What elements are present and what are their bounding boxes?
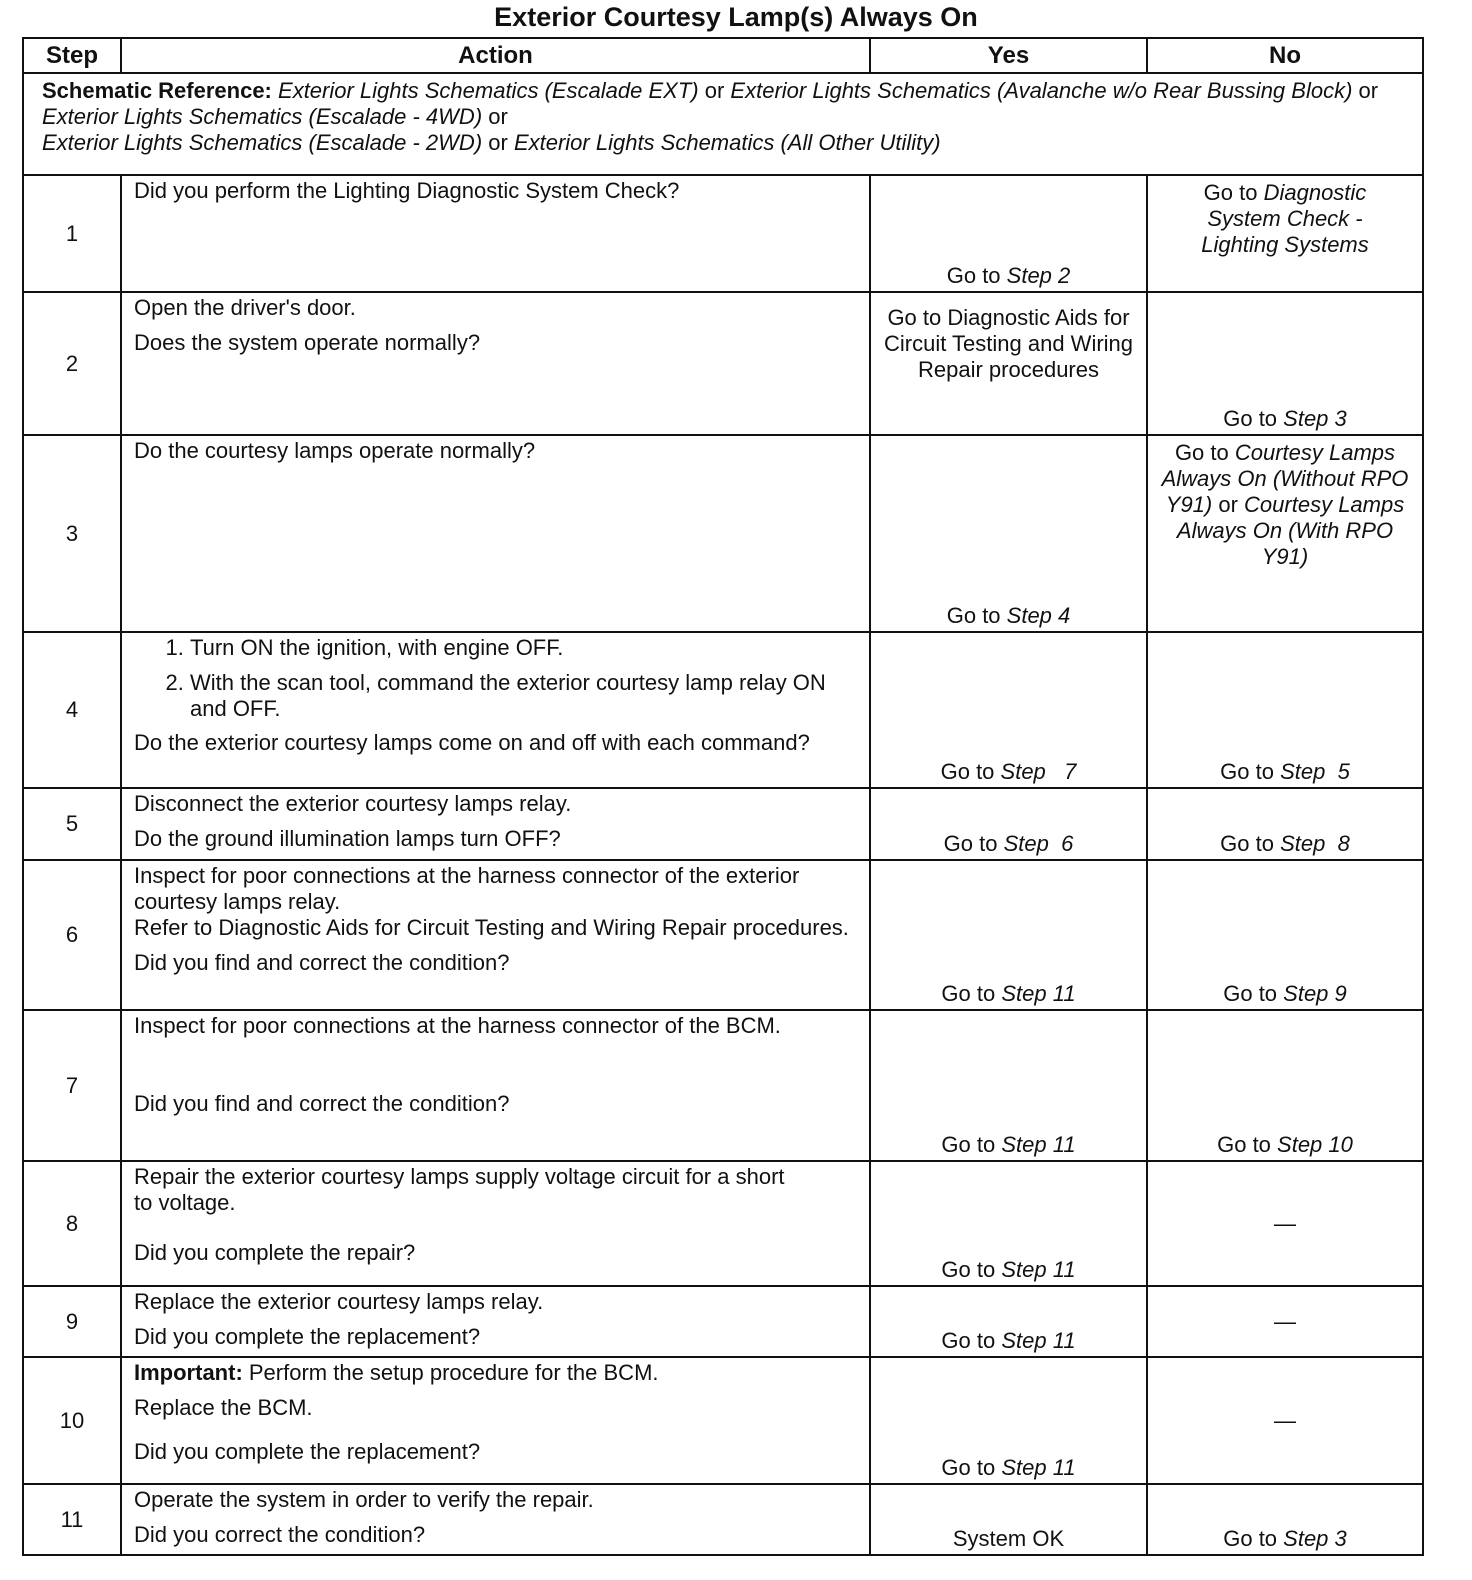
action-cell [121,435,870,632]
yes-cell [870,860,1147,1010]
yes-cell [870,1357,1147,1484]
yes-prefix: Go to [941,1455,1002,1480]
action-cell [121,175,870,292]
table-row [23,1161,1423,1286]
no-link-courtesy-lamps-with-rpo[interactable]: Courtesy Lamps Always On (With RPO Y91) [1176,492,1405,569]
diagnostic-table [22,37,1424,1556]
yes-cell [870,1161,1147,1286]
action-cell [121,1286,870,1357]
yes-prefix: Go to [941,1257,1002,1282]
yes-prefix: Go to [940,759,1001,784]
action-text: Operate the system in order to verify the repair. [134,1487,594,1512]
no-cell [1147,1484,1423,1555]
action-text: Open the driver's door. [134,295,356,320]
no-cell [1147,1010,1423,1161]
table-row [23,632,1423,788]
table-row [23,175,1423,292]
action-cell [121,1010,870,1161]
action-question: Do the exterior courtesy lamps come on and off with each command? [134,730,810,755]
yes-prefix: Go to [941,1328,1002,1353]
yes-step-link[interactable]: Step 11 [1001,1455,1076,1480]
no-text: — [1274,1308,1296,1334]
action-question: Did you complete the replacement? [134,1324,481,1349]
or-text: or [482,130,514,155]
no-prefix: Go to [1223,1526,1284,1551]
yes-step-link[interactable]: Step 6 [1003,831,1074,856]
no-step-link[interactable]: Step 9 [1283,981,1347,1006]
yes-prefix: Go to [943,831,1004,856]
table-row [23,788,1423,860]
table-row [23,1357,1423,1484]
no-cell [1147,1286,1423,1357]
action-text: Repair the exterior courtesy lamps supply voltage circuit for a short to voltage. [134,1164,785,1215]
yes-step-link[interactable]: Step 4 [1006,603,1071,628]
step-number: 8 [23,1161,121,1286]
yes-prefix: Go to [941,981,1002,1006]
list-item: 1. Turn ON the ignition, with engine OFF. [190,635,857,661]
or-text: or [698,78,731,103]
action-question: Did you find and correct the condition? [134,1091,510,1116]
yes-cell [870,435,1147,632]
yes-prefix: Go to [946,603,1007,628]
or-text: or [482,104,508,129]
no-cell [1147,632,1423,788]
yes-cell [870,788,1147,860]
schematic-link-avalanche[interactable]: Exterior Lights Schematics (Avalanche w/o Rear Bussing Block) [730,78,1353,103]
schematic-link-all-other-utility[interactable]: Exterior Lights Schematics (All Other Utility) [513,130,941,155]
yes-step-link[interactable]: Step 11 [1001,981,1076,1006]
no-prefix: Go to [1223,981,1284,1006]
action-cell [121,632,870,788]
yes-cell [870,1484,1147,1555]
table-row [23,292,1423,435]
schematic-reference-label: Schematic Reference: [42,78,272,103]
or-text: or [1212,492,1245,517]
action-question: Did you find and correct the condition? [134,950,510,975]
step-number: 10 [23,1357,121,1484]
yes-text[interactable]: Go to Diagnostic Aids for Circuit Testing and Wiring Repair procedures [883,305,1134,382]
action-question: Do the courtesy lamps operate normally? [134,438,536,463]
yes-cell [870,632,1147,788]
no-prefix: Go to [1217,1132,1278,1157]
action-text: Replace the BCM. [134,1395,313,1420]
action-text: Inspect for poor connections at the harness connector of the BCM. [134,1013,781,1038]
no-step-link[interactable]: Step 3 [1283,406,1347,431]
action-question: Did you complete the replacement? [134,1439,481,1464]
yes-step-link[interactable]: Step 11 [1001,1328,1076,1353]
no-prefix: Go to [1223,406,1284,431]
column-header-yes: Yes [870,38,1147,73]
action-cell [121,788,870,860]
action-cell [121,860,870,1010]
or-text: or [1352,78,1379,103]
no-prefix: Go to [1203,180,1264,205]
step-number: 3 [23,435,121,632]
no-link-courtesy-lamps-without-rpo[interactable]: Courtesy Lamps Always On (Without RPO Y91) [1161,440,1409,517]
yes-prefix: Go to [941,1132,1002,1157]
action-question: Does the system operate normally? [134,330,481,355]
schematic-reference-row [23,73,1423,175]
action-text: Refer to Diagnostic Aids for Circuit Testing and Wiring Repair procedures. [134,915,849,940]
action-text: Replace the exterior courtesy lamps relay. [134,1289,544,1314]
action-cell [121,1484,870,1555]
step-number: 2 [23,292,121,435]
schematic-link-escalade-ext[interactable]: Exterior Lights Schematics (Escalade EXT) [278,78,699,103]
no-cell [1147,435,1423,632]
yes-cell [870,1286,1147,1357]
yes-cell [870,175,1147,292]
no-cell [1147,788,1423,860]
yes-step-link[interactable]: Step 11 [1001,1257,1076,1282]
important-note [134,1360,857,1386]
column-header-no: No [1147,38,1423,73]
yes-prefix: Go to [946,263,1007,288]
yes-cell [870,292,1147,435]
action-cell [121,292,870,435]
step-number: 9 [23,1286,121,1357]
schematic-link-escalade-4wd[interactable]: Exterior Lights Schematics (Escalade - 4WD) [42,104,483,129]
column-header-step: Step [23,38,121,73]
no-step-link[interactable]: Step 8 [1280,831,1350,856]
step-number: 5 [23,788,121,860]
action-question: Do the ground illumination lamps turn OFF? [134,826,561,851]
action-text: Disconnect the exterior courtesy lamps relay. [134,791,572,816]
action-question: Did you complete the repair? [134,1240,416,1265]
column-header-action: Action [121,38,870,73]
yes-cell [870,1010,1147,1161]
list-item: 2. With the scan tool, command the exterior courtesy lamp relay ON and OFF. [190,670,857,722]
action-cell [121,1357,870,1484]
table-row [23,860,1423,1010]
page-title: Exterior Courtesy Lamp(s) Always On [494,2,978,32]
no-prefix: Go to [1220,831,1281,856]
step-number: 6 [23,860,121,1010]
step-number: 11 [23,1484,121,1555]
action-question: Did you correct the condition? [134,1522,426,1547]
no-step-link[interactable]: Step 5 [1280,759,1350,784]
action-steps-list [134,635,857,722]
yes-step-link[interactable]: Step 7 [1000,759,1077,784]
no-step-link[interactable]: Step 10 [1277,1132,1353,1157]
table-row [23,1484,1423,1555]
table-row [23,1010,1423,1161]
yes-step-link[interactable]: Step 11 [1001,1132,1076,1157]
action-cell [121,1161,870,1286]
schematic-reference [23,73,1423,175]
important-label: Important: [134,1360,243,1385]
no-cell [1147,1161,1423,1286]
no-text: — [1274,1210,1296,1236]
header-row [23,38,1423,73]
action-text: Inspect for poor connections at the harness connector of the exterior courtesy lamps relay. [134,863,800,914]
important-text: Perform the setup procedure for the BCM. [242,1360,659,1385]
no-text: — [1274,1407,1296,1433]
schematic-link-escalade-2wd[interactable]: Exterior Lights Schematics (Escalade - 2WD) [42,130,483,155]
no-link-diagnostic-system-check[interactable]: Diagnostic System Check - Lighting Systems [1201,180,1369,257]
table-row [23,1286,1423,1357]
step-number: 1 [23,175,121,292]
no-cell [1147,1357,1423,1484]
yes-step-link[interactable]: Step 2 [1006,263,1071,288]
yes-text: System OK [952,1526,1065,1551]
no-prefix: Go to [1174,440,1235,465]
no-step-link[interactable]: Step 3 [1283,1526,1347,1551]
no-cell [1147,860,1423,1010]
action-text: Did you perform the Lighting Diagnostic System Check? [134,178,680,203]
step-number: 7 [23,1010,121,1161]
step-number: 4 [23,632,121,788]
no-cell [1147,175,1423,292]
table-row [23,435,1423,632]
no-cell [1147,292,1423,435]
no-prefix: Go to [1220,759,1281,784]
